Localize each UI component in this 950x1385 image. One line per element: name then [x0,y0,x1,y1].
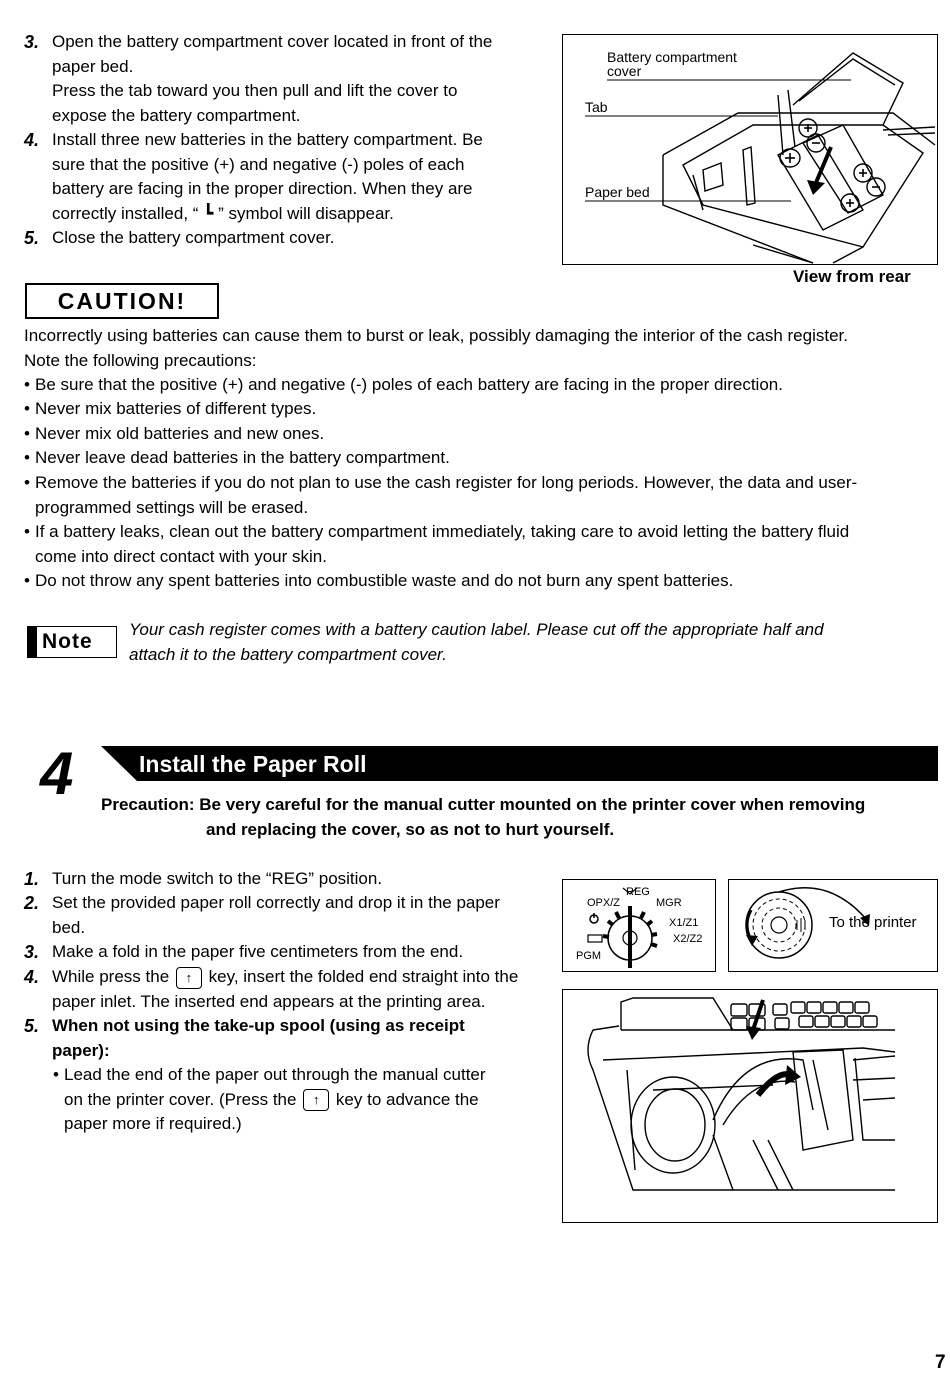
precaution-text: Precaution: Be very careful for the manual cutter mounted on the printer cover when removing and replacing the cover, so as not to hurt yourself. [101,795,866,839]
section-number: 4 [40,740,74,807]
paper-step-5-bullet: • Lead the end of the paper out through the manual cutter on the printer cover. (Press the ↑ key to advance the paper more if required.) [53,1065,486,1133]
paper-feed-key-icon: ↑ [176,967,202,989]
paper-roll-figure [728,879,938,972]
page-number: 7 [935,1352,946,1373]
paper-step-5: 5. When not using the take-up spool (using as receipt paper): [24,1016,465,1060]
label-pgm: PGM [576,950,602,962]
step-number: 3. [24,32,40,52]
step-text: Open the battery compartment cover located in front of the paper bed. Press the tab toward you then pull and lift the cover to expose the battery compartment. [52,32,493,125]
paper-step-1: 1. Turn the mode switch to the “REG” position. [24,867,544,892]
note-badge [27,626,117,658]
caution-bullet: • Never mix batteries of different types. [24,397,929,422]
note-label: Note [42,630,93,653]
step-number: 4. [24,967,40,987]
step-number: 1. [24,869,40,889]
bullet-mark: • [24,448,30,467]
paper-step-2: 2. Set the provided paper roll correctly and drop it in the paper bed. [24,893,500,937]
caution-bullet: • Do not throw any spent batteries into combustible waste and do not burn any spent batteries. [24,569,929,594]
printer-figure [562,989,938,1223]
paper-feed-key-icon: ↑ [303,1089,329,1111]
paper-step-3: 3. Make a fold in the paper five centimeters from the end. [24,940,544,965]
label-mgr: MGR [656,897,682,909]
step-3 [24,30,544,128]
bullet-mark: • [24,522,30,541]
step-number: 3. [24,942,40,962]
battery-compartment-figure [562,34,938,265]
label-paper-bed: Paper bed [585,184,650,200]
label-to-printer: To the printer [829,914,917,931]
step-number: 4. [24,130,40,150]
step-number: 2. [24,893,40,913]
caution-bullet: • Never leave dead batteries in the battery compartment. [24,446,929,471]
caution-intro: Incorrectly using batteries can cause them to burst or leak, possibly damaging the interior of the cash register. Note the following precautions: [24,326,848,370]
step-4 [24,128,544,226]
section-title: Install the Paper Roll [139,751,367,777]
step-text: Install three new batteries in the battery compartment. Be sure that the positive (+) and negative (-) poles of each battery are facing in the proper direction. When they are correctly installed, “ ┗ ” symbol will disappear. [52,130,483,223]
label-x2z2: X2/Z2 [673,933,703,945]
bullet-mark: • [24,399,30,418]
bullet-mark: • [24,424,30,443]
label-reg: REG [626,886,650,898]
step-5 [24,226,544,251]
label-x1z1: X1/Z1 [669,917,699,929]
printer-illustration [563,990,937,1222]
bullet-mark: • [53,1065,59,1084]
caution-bullet: • Remove the batteries if you do not plan to use the cash register for long periods. However, the data and user- programmed settings will be erased. [24,473,858,517]
label-tab: Tab [585,99,608,115]
caution-bullet: • Never mix old batteries and new ones. [24,422,929,447]
label-battery-cover: Battery compartment cover [607,49,737,79]
mode-switch-figure [562,879,716,972]
bullet-mark: • [24,473,30,492]
step-number: 5. [24,1016,40,1036]
note-text: Your cash register comes with a battery caution label. Please cut off the appropriate half and attach it to the battery compartment cover. [129,620,824,664]
caution-bullet: • If a battery leaks, clean out the battery compartment immediately, taking care to avoid letting the battery fluid come into direct contact with your skin. [24,522,850,566]
bullet-mark: • [24,375,30,394]
note-badge-bar [28,627,37,657]
bullet-mark: • [24,571,30,590]
label-opxz: OPX/Z [587,897,621,909]
paper-step-4: 4. While press the ↑ key, insert the folded end straight into the paper inlet. The inserted end appears at the printing area. [24,967,519,1011]
step-number: 5. [24,228,40,248]
caution-heading: CAUTION! [25,283,219,319]
figure-caption: View from rear [793,267,911,286]
caution-bullet: • Be sure that the positive (+) and negative (-) poles of each battery are facing in the proper direction. [24,373,929,398]
step-text: Close the battery compartment cover. [52,228,335,247]
